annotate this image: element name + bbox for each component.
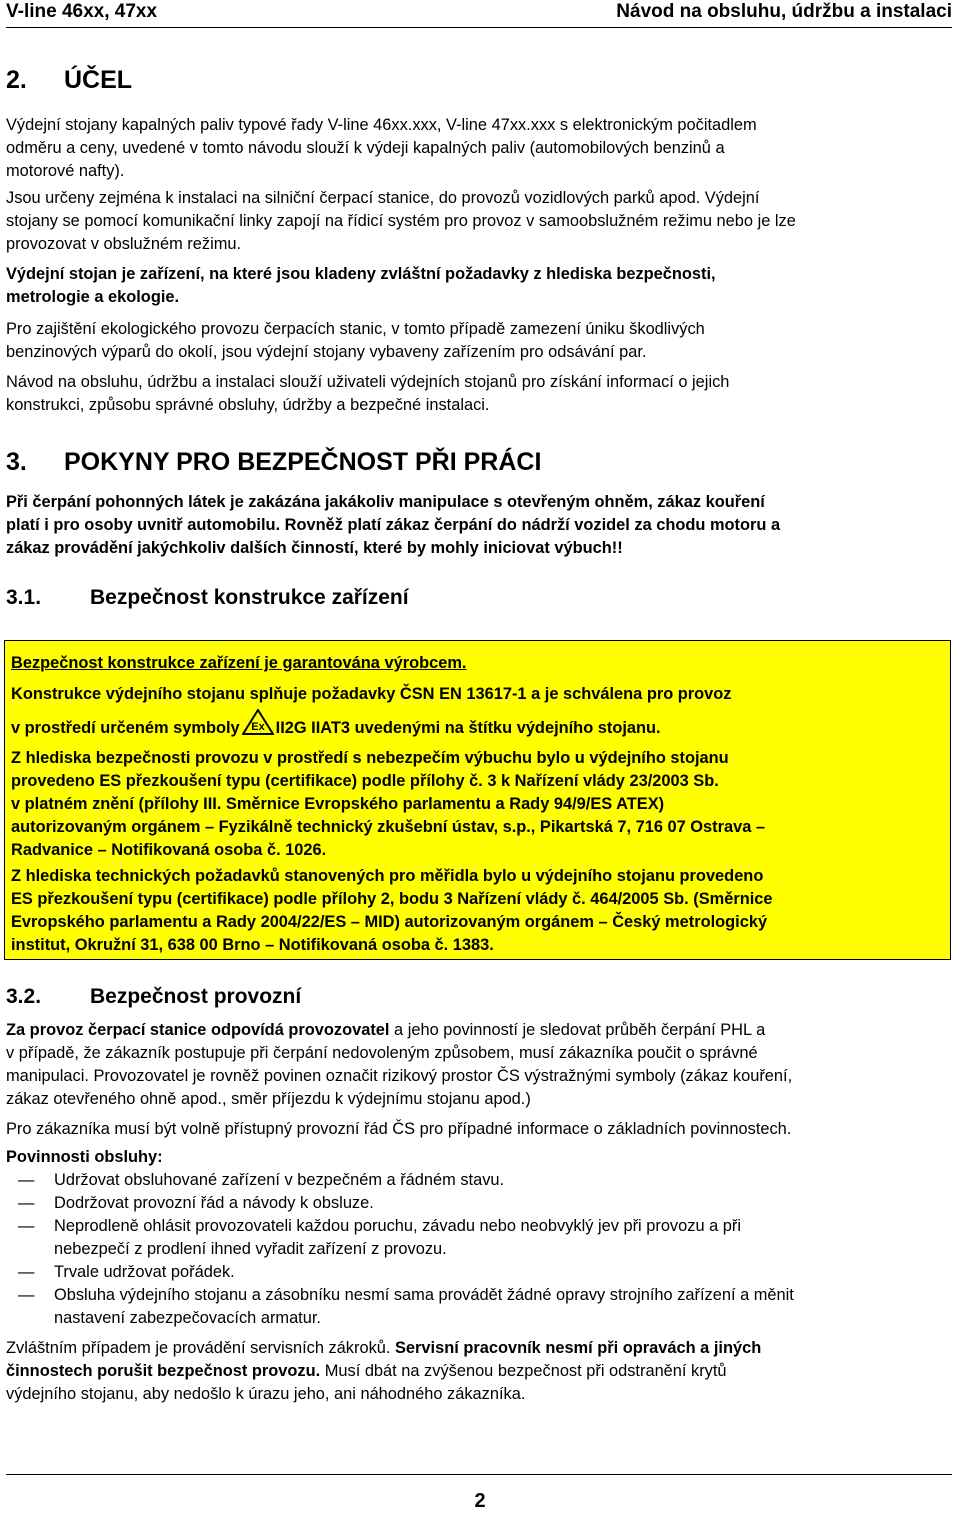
text-line: motorové nafty). [6, 162, 125, 180]
list-item [6, 1284, 951, 1330]
text-line: odměru a ceny, uvedené v tomto návodu slouží k výdeji kapalných paliv (automobilových benzinů a [6, 139, 725, 157]
ex-symbol-text: Ex [250, 721, 265, 733]
section-2-title: ÚČEL [64, 66, 133, 94]
service-paragraph [6, 1337, 951, 1406]
list-item [6, 1215, 951, 1261]
section-3-1-number: 3.1. [6, 586, 42, 609]
text-line: Výdejní stojany kapalných paliv typové řady V-line 46xx.xxx, V-line 47xx.xxx s elektronickým počitadlem [6, 116, 757, 134]
text-line: Pro zajištění ekologického provozu čerpacích stanic, v tomto případě zamezení úniku škodlivých [6, 320, 705, 338]
text-fragment: Servisní pracovník nesmí při opravách a jiných [395, 1339, 762, 1357]
section-3-number: 3. [6, 448, 27, 476]
section-3-2-number: 3.2. [6, 985, 42, 1008]
text-line: provozovat v obslužném režimu. [6, 235, 242, 253]
text-line: benzinových výparů do okolí, jsou výdejní stojany vybaveny zařízením pro odsávání par. [6, 343, 647, 361]
text-line: v případě, že zákazník postupuje při čerpání nedovoleným způsobem, musí zákazníka poučit o správné [6, 1044, 758, 1062]
text-fragment: činnostech porušit bezpečnost provozu. [6, 1362, 321, 1380]
text-line [6, 1360, 951, 1383]
text-line: platí i pro osoby uvnitř automobilu. Rovněž platí zákaz čerpání do nádrží vozidel za chodu motoru a [6, 516, 781, 534]
dash-bullet: — [18, 1263, 35, 1281]
standard-compliance-line-1: Konstrukce výdejního stojanu splňuje požadavky ČSN EN 13617-1 a je schválena pro provoz [11, 685, 732, 703]
guarantee-statement: Bezpečnost konstrukce zařízení je garantována výrobcem. [11, 654, 467, 672]
duties-list [6, 1169, 951, 1330]
header-product: V-line 46xx, 47xx [6, 1, 158, 22]
text-line: Dodržovat provozní řád a návody k obsluze. [54, 1194, 374, 1212]
text-line: Výdejní stojan je zařízení, na které jsou kladeny zvláštní požadavky z hlediska bezpečnosti, [6, 265, 716, 283]
section-3-2-title: Bezpečnost provozní [90, 985, 302, 1008]
section-3-1-title: Bezpečnost konstrukce zařízení [90, 586, 409, 609]
section-2-paragraph-1 [6, 114, 951, 183]
text-line: stojany se pomocí komunikační linky zapojí na řídicí systém pro provoz v samoobslužném režimu nebo je lze [6, 212, 796, 230]
text-line: nebezpečí z prodlení ihned vyřadit zařízení z provozu. [54, 1240, 447, 1258]
footer-rule [6, 1474, 952, 1475]
list-item [6, 1169, 951, 1192]
construction-safety-box [4, 640, 951, 960]
section-3-1-heading [6, 586, 409, 610]
text-line: Neprodleně ohlásit provozovateli každou poruchu, závadu nebo neobvyklý jev při provozu a při [54, 1217, 741, 1235]
text-line: Jsou určeny zejména k instalaci na silniční čerpací stanice, do provozů vozidlových parků apod. Výdejní [6, 189, 760, 207]
standard-compliance-line-2 [11, 715, 943, 742]
section-2-emphasis [6, 263, 951, 309]
section-2-paragraph-4 [6, 318, 951, 364]
text-line: ES přezkoušení typu (certifikace) podle přílohy 2, bodu 3 Nařízení vlády č. 464/2005 Sb. (Směrnice [11, 890, 773, 908]
text-line: Udržovat obsluhované zařízení v bezpečném a řádném stavu. [54, 1171, 505, 1189]
section-3-heading [6, 448, 541, 477]
section-3-title: POKYNY PRO BEZPEČNOST PŘI PRÁCI [64, 448, 542, 476]
section-2-paragraph-2 [6, 187, 951, 256]
text-line: institut, Okružní 31, 638 00 Brno – Notifikovaná osoba č. 1383. [11, 936, 494, 954]
fire-safety-warning [6, 491, 951, 560]
section-2-heading [6, 66, 132, 95]
text-line: Z hlediska technických požadavků stanovených pro měřidla bylo u výdejního stojanu provedeno [11, 867, 764, 885]
text-line: Radvanice – Notifikovaná osoba č. 1026. [11, 841, 327, 859]
operating-rules-paragraph: Pro zákazníka musí být volně přístupný provozní řád ČS pro případné informace o základních povinnostech. [6, 1120, 792, 1138]
text-line: Při čerpání pohonných látek je zakázána jakákoliv manipulace s otevřeným ohněm, zákaz kouření [6, 493, 765, 511]
text-fragment: II2G IIAT3 uvedenými na štítku výdejního stojanu. [275, 718, 661, 737]
text-line: Návod na obsluhu, údržbu a instalaci slouží uživateli výdejních stojanů pro získání informací o jejich [6, 373, 730, 391]
ex-explosion-protection-icon [242, 709, 274, 742]
text-line: Z hlediska bezpečnosti provozu v prostředí s nebezpečím výbuchu bylo u výdejního stojanu [11, 749, 729, 767]
text-line: nastavení zabezpečovacích armatur. [54, 1309, 321, 1327]
section-2-number: 2. [6, 66, 27, 94]
page-header [6, 1, 952, 28]
dash-bullet: — [18, 1171, 35, 1189]
text-line: zákaz provádění jakýchkoliv dalších činností, které by mohly iniciovat výbuch!! [6, 539, 623, 557]
text-fragment: Musí dbát na zvýšenou bezpečnost při odstranění krytů [320, 1362, 727, 1380]
section-2-paragraph-5 [6, 371, 951, 417]
text-line: zákaz otevřeného ohně apod., směr příjezdu k výdejnímu stojanu apod.) [6, 1090, 531, 1108]
text-line: Trvale udržovat pořádek. [54, 1263, 235, 1281]
dash-bullet: — [18, 1286, 35, 1304]
page-number: 2 [474, 1490, 486, 1512]
text-line: Obsluha výdejního stojanu a zásobníku nesmí sama provádět žádné opravy strojního zařízení a měnit [54, 1286, 794, 1304]
text-line: manipulaci. Provozovatel je rovněž povinen označit rizikový prostor ČS výstražnými symboly (zákaz kouření, [6, 1067, 793, 1085]
text-line [6, 1337, 951, 1360]
text-line [6, 1019, 951, 1042]
text-line: autorizovaným orgánem – Fyzikálně technický zkušební ústav, s.p., Pikartská 7, 716 07 Ostrava – [11, 818, 766, 836]
text-line: v platném znění (přílohy III. Směrnice Evropského parlamentu a Rady 94/9/ES ATEX) [11, 795, 665, 813]
text-fragment: v prostředí určeném symboly [11, 718, 240, 737]
duties-title: Povinnosti obsluhy: [6, 1148, 163, 1166]
dash-bullet: — [18, 1194, 35, 1212]
section-3-2-heading [6, 985, 301, 1009]
operator-responsibility [6, 1019, 951, 1111]
header-manual-title: Návod na obsluhu, údržbu a instalaci [616, 1, 952, 22]
list-item [6, 1192, 951, 1215]
text-line: konstrukci, způsobu správné obsluhy, údržby a bezpečné instalaci. [6, 396, 490, 414]
atex-certification [11, 747, 943, 862]
text-fragment: Zvláštním případem je provádění servisních zákroků. [6, 1339, 395, 1357]
text-line: provedeno ES přezkoušení typu (certifikace) podle přílohy č. 3 k Nařízení vlády 23/2003 Sb. [11, 772, 719, 790]
dash-bullet: — [18, 1217, 35, 1235]
text-line: výdejního stojanu, aby nedošlo k úrazu jeho, ani náhodného zákazníka. [6, 1385, 526, 1403]
text-fragment: Za provoz čerpací stanice odpovídá provozovatel [6, 1021, 390, 1039]
list-item [6, 1261, 951, 1284]
text-line: metrologie a ekologie. [6, 288, 180, 306]
text-line: Evropského parlamentu a Rady 2004/22/ES – MID) autorizovaným orgánem – Český metrologický [11, 913, 768, 931]
text-fragment: a jeho povinností je sledovat průběh čerpání PHL a [389, 1021, 766, 1039]
mid-certification [11, 865, 943, 957]
